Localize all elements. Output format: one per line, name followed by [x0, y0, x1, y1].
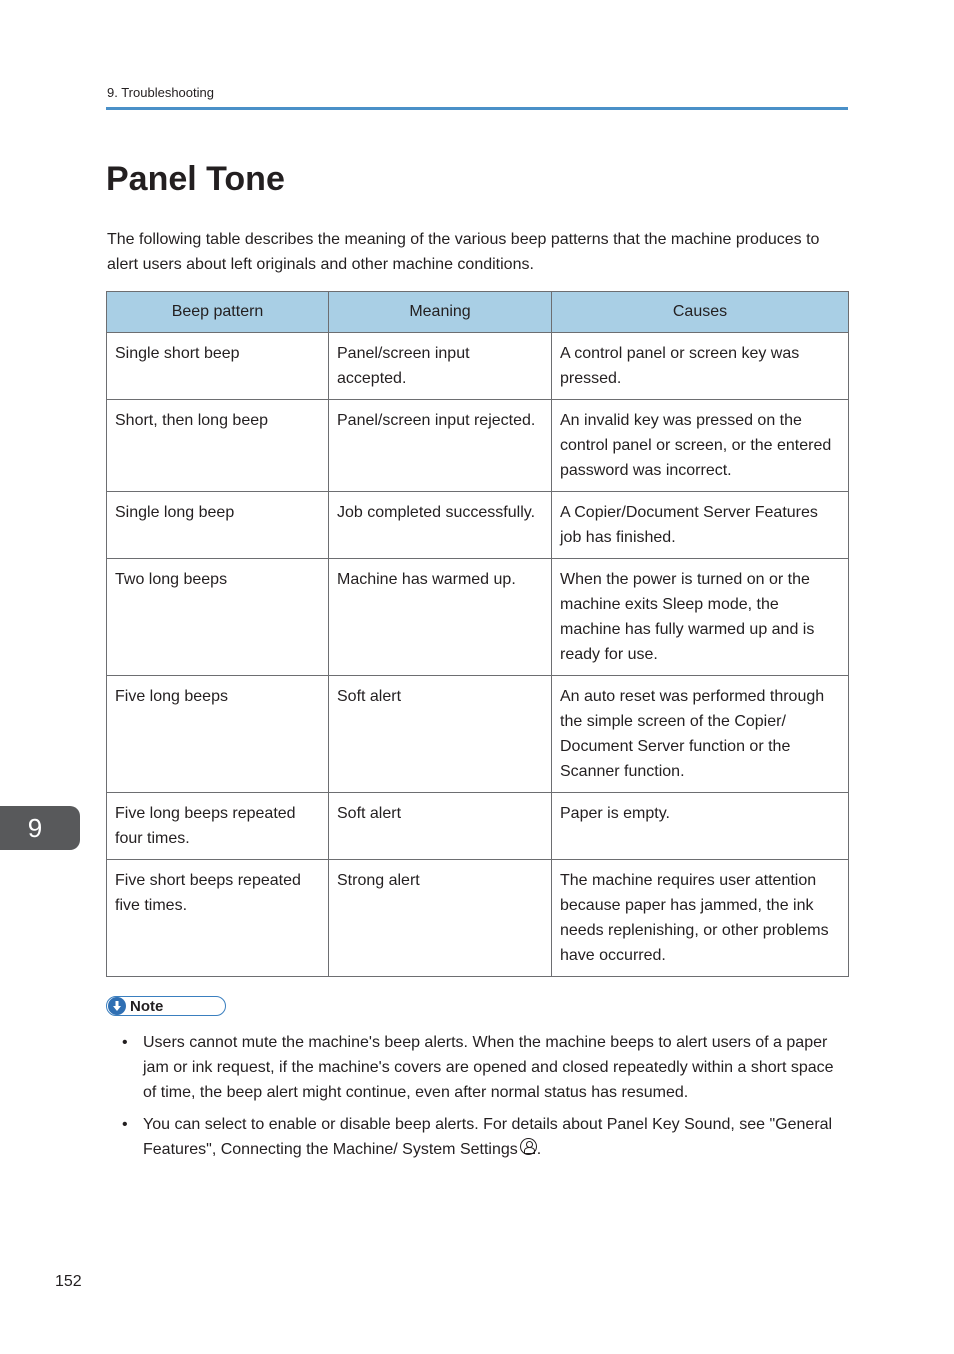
- cell-causes: An invalid key was pressed on the control panel or screen, or the entered password was incorrect.: [552, 400, 849, 492]
- header-rule: [106, 107, 848, 110]
- column-header-causes: Causes: [552, 292, 849, 333]
- cell-causes: When the power is turned on or the machine exits Sleep mode, the machine has fully warmed up and is ready for use.: [552, 559, 849, 676]
- cell-beep-pattern: Five long beeps: [107, 676, 329, 793]
- note-item-text: Users cannot mute the machine's beep alerts. When the machine beeps to alert users of a paper jam or ink request, if the machine's covers are opened and closed repeatedly within a short space of time, the beep alert might continue, even after normal status has resumed.: [143, 1034, 834, 1101]
- page-number: 152: [55, 1273, 82, 1290]
- table-header-row: [107, 292, 849, 333]
- user-guide-reference-icon: [520, 1138, 537, 1155]
- cell-beep-pattern: Five short beeps repeated five times.: [107, 860, 329, 977]
- table-row: [107, 860, 849, 977]
- cell-causes: A control panel or screen key was pressed.: [552, 333, 849, 400]
- cell-meaning: Job completed successfully.: [329, 492, 552, 559]
- table-row: [107, 793, 849, 860]
- column-header-meaning: Meaning: [329, 292, 552, 333]
- table-row: [107, 492, 849, 559]
- cell-causes: Paper is empty.: [552, 793, 849, 860]
- column-header-beep-pattern: Beep pattern: [107, 292, 329, 333]
- beep-pattern-table: [106, 291, 849, 977]
- cell-beep-pattern: Single long beep: [107, 492, 329, 559]
- list-item: [106, 1112, 848, 1162]
- table-row: [107, 676, 849, 793]
- cell-meaning: Soft alert: [329, 793, 552, 860]
- cell-beep-pattern: Single short beep: [107, 333, 329, 400]
- cell-meaning: Machine has warmed up.: [329, 559, 552, 676]
- note-label: [106, 996, 226, 1016]
- page-title: Panel Tone: [106, 160, 285, 198]
- note-item-suffix: .: [536, 1141, 542, 1158]
- running-head: 9. Troubleshooting: [107, 85, 214, 100]
- note-label-text: Note: [130, 997, 164, 1015]
- cell-meaning: Panel/screen input accepted.: [329, 333, 552, 400]
- bullet: •: [122, 1034, 128, 1051]
- note-list: [106, 1030, 848, 1169]
- cell-meaning: Strong alert: [329, 860, 552, 977]
- chapter-tab: 9: [0, 806, 80, 850]
- intro-paragraph: The following table describes the meaning of the various beep patterns that the machine produces to alert users about left originals and other machine conditions.: [107, 231, 820, 273]
- table-row: [107, 333, 849, 400]
- cell-causes: An auto reset was performed through the simple screen of the Copier/ Document Server function or the Scanner function.: [552, 676, 849, 793]
- cell-causes: The machine requires user attention because paper has jammed, the ink needs replenishing, or other problems have occurred.: [552, 860, 849, 977]
- cell-causes: A Copier/Document Server Features job has finished.: [552, 492, 849, 559]
- cell-beep-pattern: Short, then long beep: [107, 400, 329, 492]
- cell-beep-pattern: Five long beeps repeated four times.: [107, 793, 329, 860]
- note-item-text: You can select to enable or disable beep alerts. For details about Panel Key Sound, see "General Features", Connecting the Machine/ System Settings: [143, 1116, 833, 1158]
- cell-meaning: Panel/screen input rejected.: [329, 400, 552, 492]
- down-arrow-icon: [108, 997, 126, 1015]
- cell-beep-pattern: Two long beeps: [107, 559, 329, 676]
- cell-meaning: Soft alert: [329, 676, 552, 793]
- bullet: •: [122, 1116, 128, 1133]
- list-item: [106, 1030, 848, 1105]
- table-row: [107, 559, 849, 676]
- table-row: [107, 400, 849, 492]
